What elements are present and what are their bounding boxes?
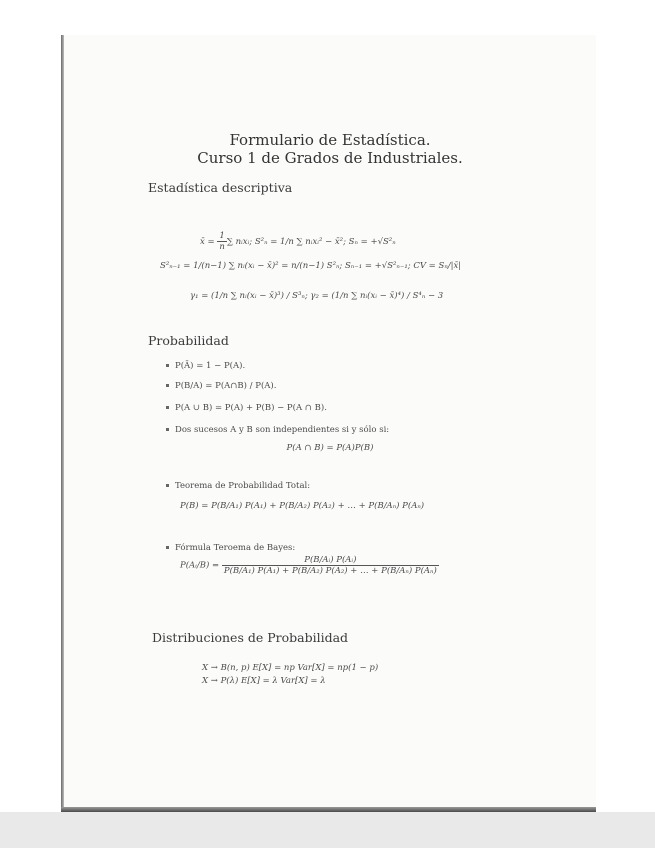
list-item: P(B/A) = P(A∩B) / P(A). — [166, 381, 276, 391]
formula-binomial: X → B(n, p) E[X] = np Var[X] = np(1 − p) — [202, 663, 379, 673]
list-item: P(A ∪ B) = P(A) + P(B) − P(A ∩ B). — [166, 403, 327, 413]
formula-independence: P(A ∩ B) = P(A)P(B) — [286, 443, 374, 453]
list-item: Teorema de Probabilidad Total: — [166, 481, 310, 491]
formula-quasi-variance: S²ₙ₋₁ = 1/(n−1) ∑ nᵢ(xᵢ − x̄)² = n/(n−1) S²ₙ; Sₙ₋₁ = +√S²ₙ₋₁; CV = Sₙ/|x̄| — [160, 261, 462, 271]
page-subtitle: Curso 1 de Grados de Industriales. — [197, 149, 463, 167]
list-item: P(Ā) = 1 − P(A). — [166, 361, 245, 371]
formula-mean-variance: x̄ = $\frac{1}{n}$ ∑ nᵢxᵢ; S²ₙ = 1/n ∑ nᵢxᵢ² − x̄²; Sₙ = +√S²ₙ — [200, 231, 396, 252]
list-item: Fórmula Teroema de Bayes: — [166, 543, 295, 553]
formula-poisson: X → P(λ) E[X] = λ Var[X] = λ — [202, 676, 326, 686]
background-band — [0, 812, 655, 848]
page-title: Formulario de Estadística. — [229, 131, 431, 149]
section-heading-probability: Probabilidad — [148, 333, 229, 348]
formula-skewness-kurtosis: γ₁ = (1/n ∑ nᵢ(xᵢ − x̄)³) / S³ₙ; γ₂ = (1/n ∑ nᵢ(xᵢ − x̄)⁴) / S⁴ₙ − 3 — [190, 291, 444, 301]
formula-bayes: P(Aᵢ/B) = $\frac{\text{P(B/Aᵢ) P(Aᵢ)}}{\text{P(B/A₁) P(A₁) + P(B/A₂) P(A₂) + … + P(B/Aₙ) P(Aₙ)}}$ — [180, 555, 437, 576]
list-item: Dos sucesos A y B son independientes si y sólo si: — [166, 425, 389, 435]
section-heading-descriptive: Estadística descriptiva — [148, 180, 293, 195]
document-page — [64, 35, 596, 807]
section-heading-distributions: Distribuciones de Probabilidad — [152, 630, 349, 645]
scan-edge — [61, 807, 596, 812]
formula-total-probability: P(B) = P(B/A₁) P(A₁) + P(B/A₂) P(A₂) + … + P(B/Aₙ) P(Aₙ) — [180, 501, 425, 511]
